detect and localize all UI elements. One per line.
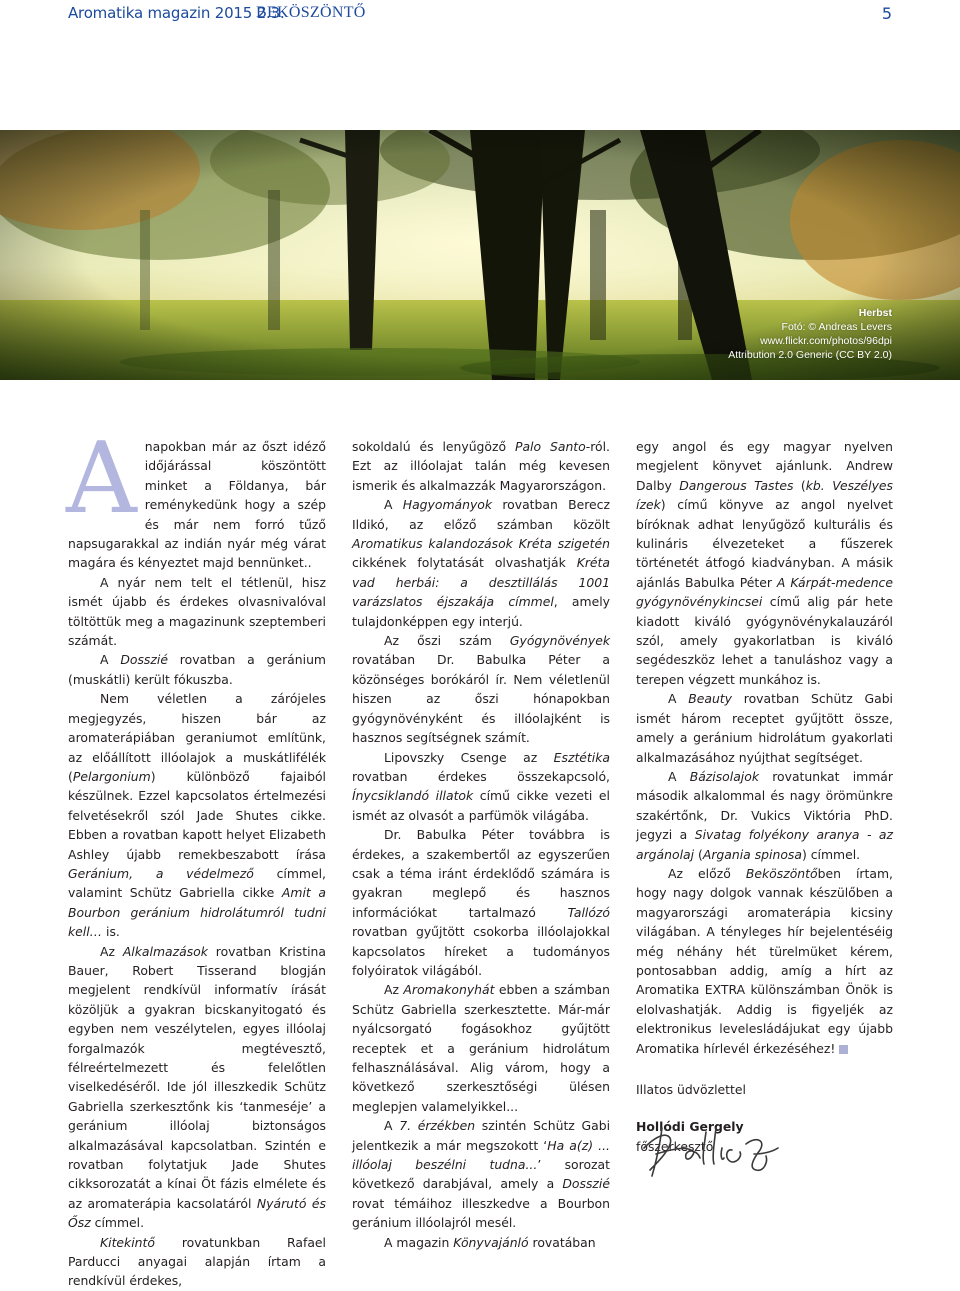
- text-run: című alig pár hete kiadott kiváló gyógynövénykalauzáról szól, amely gyakorlatban is kiváló segédeszköz lehet a tanuláshoz vagy a terepen végzett munkához is.: [636, 594, 893, 687]
- paragraph: [68, 573, 326, 651]
- text-run: ) különböző fajaiból készülnek. Ezzel kapcsolatos értelmezési felvetésekről szól Jade Shutes cikke. Ebben a rovatban kapott helyet Elizabeth Ashley újabb remekbeszabott írása: [68, 768, 326, 862]
- paragraph: [68, 942, 326, 1233]
- series-title: Ha a(z) ... illóolaj beszélni tudna...: [352, 1137, 610, 1173]
- author-name: Hollódi Gergely: [636, 1119, 744, 1135]
- text-run: Lipovszky Csenge az: [384, 749, 554, 765]
- text-run: A: [384, 497, 403, 513]
- text-run: (: [694, 846, 703, 862]
- text-run: A: [668, 691, 689, 707]
- rubric-name: Hagyományok: [402, 497, 493, 513]
- text-run: sokoldalú és lenyűgöző: [352, 439, 515, 454]
- rubric-name: Beauty: [688, 691, 732, 707]
- paragraph: [636, 767, 893, 864]
- text-run: szintén Schütz Gabi jelentkezik a már megszokott ‘: [352, 1118, 611, 1153]
- paragraph: [352, 1233, 610, 1252]
- text-run: Az: [384, 982, 404, 998]
- italic-term: Pelargonium: [72, 768, 151, 784]
- page-number: 5: [881, 4, 892, 23]
- paragraph: [352, 748, 610, 826]
- photo-url: www.flickr.com/photos/96dpi: [760, 335, 892, 347]
- drop-cap: A: [66, 422, 137, 536]
- article-title: Sivatag folyékony aranya - az argánolaj: [636, 827, 893, 862]
- text-run: rovatban Kristina Bauer, Robert Tisserand blogján megjelent rendkívül informatív írását közöljük a gyakran bicskanyitogató és egyben nem veszélytelen, egyes illóolaj forgalmazók megtévesztő, félreértelmezett és felelőtlen viselkedéséről. Ide jól illeszkedik Schütz Gabriella szerkesztőnk kis ‘tanmeséje’ a geránium illóolaj biztonságos alkalmazásával kapcsolatban. Szintén e rovatban folytatjuk Jade Shutes cikksorozatát a kínai Öt fázis elmélete és az aromaterápia kacsolatáról: [68, 943, 326, 1211]
- text-run: ) című könyve az angol nyelvet bíróknak adhat lenyűgöző kulturális és kulináris élvezeteket a fűszerek történetét átfogó kiadványban. A másik ajánlás Babulka Péter: [636, 497, 893, 590]
- paragraph: [352, 1116, 610, 1232]
- text-run: rovatunkat immár második alkalommal és nagy örömünkre szakértőnk, Dr. Vukics Viktória PhD. jegyzi a: [636, 768, 893, 843]
- article-title: Kréta vad herbái: a desztillálás 1001 varázslatos éjszakája címmel: [352, 555, 610, 610]
- rubric-name: Beköszöntő: [745, 865, 818, 881]
- text-run: Az őszi szám: [384, 633, 510, 649]
- text-run: című cikke vezeti el ismét az olvasót a parfümök világába.: [352, 788, 610, 823]
- photo-license: Attribution 2.0 Generic (CC BY 2.0): [728, 349, 892, 361]
- paragraph: [636, 864, 893, 1058]
- paragraph: [352, 437, 610, 495]
- rubric-name: Dosszié: [562, 1176, 610, 1192]
- rubric-name: Tallózó: [567, 904, 610, 920]
- text-run: (: [793, 477, 806, 493]
- greeting: Illatos üdvözlettel: [636, 1082, 746, 1097]
- section-title: BEKÖSZÖNTŐ: [256, 4, 366, 21]
- article-title: Aromatikus kalandozások Kréta szigetén: [352, 536, 610, 552]
- text-run: Az: [100, 943, 123, 959]
- text-run: A: [668, 768, 690, 784]
- paragraph: [68, 689, 326, 941]
- photo-credit: [728, 306, 892, 362]
- text-run: , amely tulajdonképpen egy interjú.: [352, 594, 610, 629]
- book-title: Dangerous Tastes: [679, 477, 794, 493]
- italic-term: Palo Santo: [514, 439, 586, 454]
- text-run: rovatban Schütz Gabi ismét három receptet gyűjtött össze, amely a geránium hidrolátum gyakorlati alkalmazásához nyújthat segítséget.: [636, 691, 893, 765]
- photo-title: Herbst: [858, 307, 892, 319]
- photo-author: Fotó: © Andreas Levers: [781, 321, 892, 333]
- text-run: A: [100, 652, 121, 668]
- text-run: rovatban gyűjtött csokorba illóolajokkal kapcsolatos híreket a tudományos folyóiratok világából.: [352, 924, 610, 978]
- article-column-3: [636, 437, 893, 1156]
- article-title: Amit a Bourbon geránium hidrolátumról tudni kell…: [68, 885, 326, 940]
- handwritten-signature: [636, 1118, 786, 1182]
- text-run: ebben a számban Schütz Gabriella szerkesztette. Már-már nyálcsorgató fogásokhoz gyűjtött receptek et a geránium hidrolátum felhasználásával. Alig várom, hogy a következő szerkesztőségi ülésen meglepjen valamelyikkel...: [352, 982, 611, 1114]
- article-title: Ínycsiklandó illatok: [352, 788, 474, 804]
- book-title: A Kárpát-medence gyógynövénykincsei: [636, 574, 893, 610]
- text-run: rovatban érdekes összekapcsoló,: [352, 768, 610, 784]
- paragraph: [352, 495, 610, 631]
- paragraph: [68, 1233, 326, 1291]
- text-run: rovatában: [528, 1234, 596, 1250]
- paragraph: [352, 631, 610, 747]
- italic-term: Argania spinosa: [702, 846, 802, 862]
- article-title: Geránium, a védelmező: [68, 865, 254, 881]
- text-run: Nem véletlen a zárójeles megjegyzés, hiszen bár az aromaterápiában geraniumot említünk, az előállított illóolajok a muskátlifélék (: [68, 691, 326, 784]
- text-run: Dr. Babulka Péter továbbra is érdekes, a szakembertől az egyszerűen csak a téma iránt érdeklődő számára is gyakran meglepő és hasznos információkat tartalmazó: [352, 827, 610, 920]
- text-run: ’ sorozat következő darabjával, amely a: [352, 1157, 610, 1192]
- text-run: A magazin: [384, 1234, 454, 1250]
- page-header: [68, 4, 892, 26]
- article-column-1: [66, 422, 326, 1291]
- text-run: rovatunkban Rafael Parducci anyagai alapján írtam a rendkívül érdekes,: [68, 1234, 326, 1289]
- text-run: ben írtam, hogy nagy dolgok vannak készülőben a magyarországi aromaterápia kicsiny világában. A tényleges hír bejelentéséig még néhány hét türelmüket kérem, pontosabban addig, amíg a hírt az Aromatika EXTRA különszámban Önök is elolvashatják. Addig is figyeljék az elektronikus levelesládájukat egy újabb Aromatika hírlevél érkezéséhez!: [636, 865, 893, 1056]
- rubric-name: Aromakonyhát: [403, 982, 495, 998]
- text-run: címmel, valamint Schütz Gabriella cikke: [68, 865, 326, 901]
- article-column-2: [352, 437, 610, 1252]
- paragraph-text: A nyár nem telt el tétlenül, hisz ismét újabb és érdekes olvasnivalóval töltöttük meg a magazinunk szeptemberi számát.: [68, 574, 326, 649]
- text-run: egy angol és egy magyar nyelven megjelent könyvet ajánlunk. Andrew Dalby: [636, 439, 893, 493]
- text-run: ) címmel.: [801, 846, 861, 862]
- text-run: címmel.: [90, 1215, 145, 1231]
- rubric-name: 7. érzékben: [399, 1118, 476, 1134]
- text-run: rovatában Dr. Babulka Péter a közönséges borókáról ír. Nem véletlenül hiszen az őszi hónapokban gyógynövényként és illóolajként is hasznos segítségnek számít.: [352, 652, 610, 746]
- book-title: kb. Veszélyes ízek: [636, 477, 894, 513]
- text-run: rovatban Berecz Ildikó, az előző számban közölt: [352, 497, 610, 532]
- paragraph: [352, 980, 610, 1116]
- text-run: is.: [102, 924, 120, 940]
- text-run: -ról. Ezt az illóolajat talán még kevesen ismerik és alkalmazzák Magyarországon.: [352, 439, 610, 493]
- article-title: Nyárutó és Ősz: [68, 1195, 326, 1231]
- text-run: cikkének folytatását olvashatják: [352, 555, 577, 571]
- text-run: rovatban a geránium (muskátli) került fókuszba.: [68, 652, 326, 687]
- rubric-name: Dosszié: [120, 652, 168, 668]
- paragraph: [68, 650, 326, 689]
- rubric-name: Alkalmazások: [122, 943, 208, 959]
- paragraph: [352, 825, 610, 980]
- text-run: rovat témáihoz illeszkedve a Bourbon geránium illóolajról mesél.: [352, 1195, 610, 1231]
- text-run: A: [384, 1118, 400, 1134]
- magazine-title: Aromatika magazin 2015 2.3.: [68, 4, 285, 22]
- rubric-name: Könyvajánló: [453, 1234, 529, 1250]
- rubric-name: Kitekintő: [100, 1234, 155, 1250]
- paragraph: [636, 437, 893, 689]
- rubric-name: Gyógynövények: [509, 633, 610, 649]
- text-run: Az előző: [668, 865, 746, 881]
- rubric-name: Esztétika: [553, 749, 610, 765]
- rubric-name: Bázisolajok: [689, 768, 759, 784]
- author-role: főszerkesztő: [636, 1138, 714, 1154]
- paragraph: [636, 689, 893, 767]
- end-square-icon: [839, 1045, 848, 1054]
- paragraph-text: napokban már az őszt idéző időjárással köszöntött minket a Földanya, bár reménykedünk hogy a szép és már nem forró tűző napsugarakkal az indián nyár még várat magára és kényeztet majd bennünket..: [68, 439, 326, 571]
